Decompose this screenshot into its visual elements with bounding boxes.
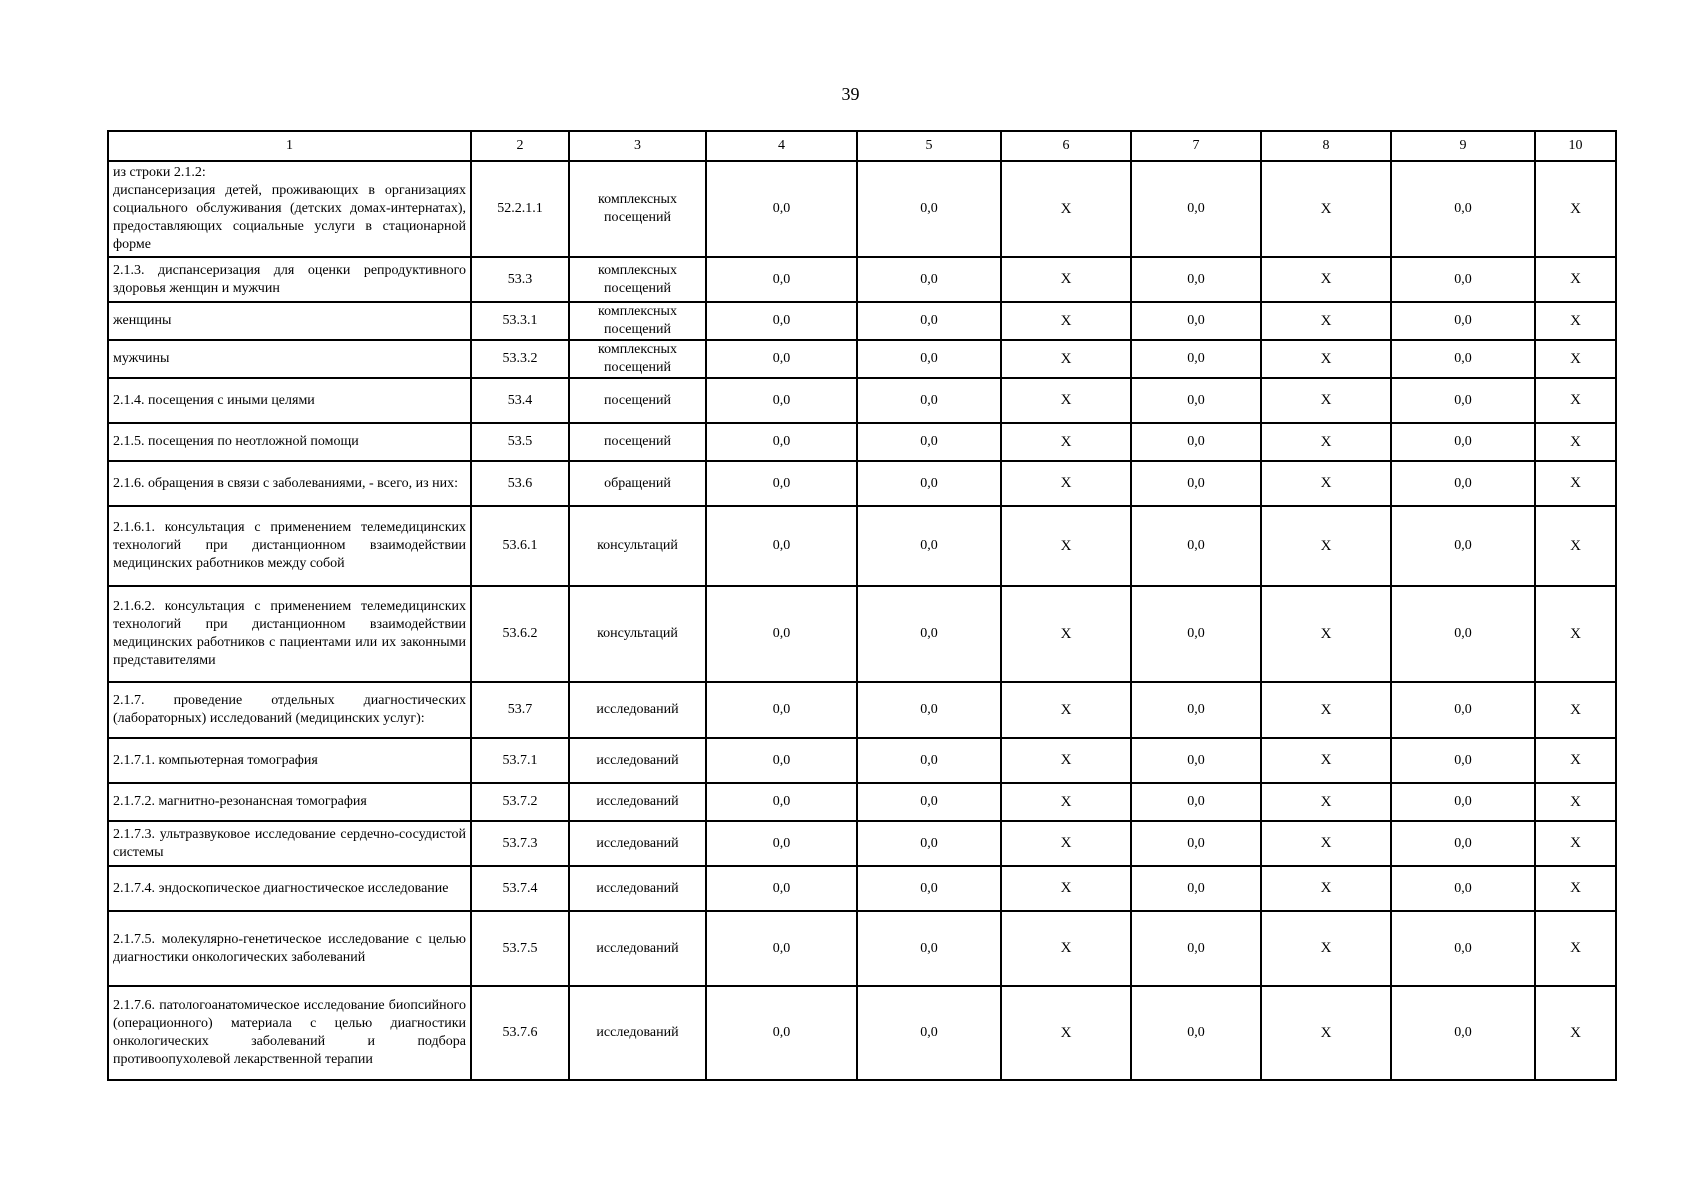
value-cell: 0,0 [706,461,857,506]
value-cell: X [1535,340,1616,378]
value-cell: 0,0 [1131,423,1261,461]
value-cell: X [1535,866,1616,911]
value-cell: X [1001,586,1131,682]
column-header: 10 [1535,131,1616,161]
value-cell: 0,0 [1131,506,1261,586]
value-cell: 0,0 [857,821,1001,866]
row-code-cell: 53.7.5 [471,911,569,986]
value-cell: 0,0 [857,506,1001,586]
value-cell: 0,0 [1131,161,1261,257]
value-cell: 0,0 [706,506,857,586]
column-header: 6 [1001,131,1131,161]
value-cell: 0,0 [1391,821,1535,866]
row-code-cell: 53.7.2 [471,783,569,821]
row-name-cell: 2.1.6.2. консультация с применением телемедицинских технологий при дистанционном взаимодействии медицинских работников с пациентами или их законными представителями [108,586,471,682]
value-cell: 0,0 [1391,161,1535,257]
value-cell: X [1261,461,1391,506]
value-cell: X [1261,257,1391,302]
value-cell: 0,0 [1131,302,1261,340]
value-cell: 0,0 [706,378,857,423]
data-table [107,130,1617,1081]
row-code-cell: 53.6.1 [471,506,569,586]
value-cell: X [1001,340,1131,378]
column-header: 5 [857,131,1001,161]
value-cell: X [1001,986,1131,1080]
row-unit-cell: исследований [569,866,706,911]
value-cell: 0,0 [1131,986,1261,1080]
value-cell: X [1001,461,1131,506]
table-row [108,378,1616,423]
row-unit-cell: комплексных посещений [569,257,706,302]
value-cell: 0,0 [1131,682,1261,738]
row-name-cell: 2.1.4. посещения с иными целями [108,378,471,423]
row-code-cell: 53.7.6 [471,986,569,1080]
value-cell: 0,0 [1131,866,1261,911]
value-cell: 0,0 [706,161,857,257]
table-row [108,866,1616,911]
row-code-cell: 52.2.1.1 [471,161,569,257]
value-cell: X [1261,866,1391,911]
value-cell: X [1001,378,1131,423]
value-cell: 0,0 [1391,506,1535,586]
value-cell: X [1261,911,1391,986]
value-cell: 0,0 [1131,911,1261,986]
row-name-cell: 2.1.3. диспансеризация для оценки репродуктивного здоровья женщин и мужчин [108,257,471,302]
value-cell: 0,0 [857,302,1001,340]
table-row [108,461,1616,506]
value-cell: X [1535,783,1616,821]
value-cell: 0,0 [857,461,1001,506]
row-unit-cell: исследований [569,821,706,866]
row-code-cell: 53.6 [471,461,569,506]
value-cell: 0,0 [1391,911,1535,986]
row-code-cell: 53.3.2 [471,340,569,378]
value-cell: X [1261,738,1391,783]
value-cell: 0,0 [1391,986,1535,1080]
row-name-cell: женщины [108,302,471,340]
column-header: 7 [1131,131,1261,161]
value-cell: X [1261,340,1391,378]
value-cell: X [1261,378,1391,423]
row-unit-cell: исследований [569,783,706,821]
table-row [108,821,1616,866]
row-unit-cell: комплексных посещений [569,340,706,378]
row-code-cell: 53.5 [471,423,569,461]
value-cell: 0,0 [1131,378,1261,423]
value-cell: X [1535,682,1616,738]
value-cell: 0,0 [706,866,857,911]
value-cell: 0,0 [857,257,1001,302]
row-unit-cell: консультаций [569,506,706,586]
value-cell: X [1001,682,1131,738]
value-cell: X [1535,506,1616,586]
value-cell: 0,0 [1391,586,1535,682]
column-header: 2 [471,131,569,161]
value-cell: X [1535,986,1616,1080]
value-cell: 0,0 [857,911,1001,986]
value-cell: X [1261,161,1391,257]
value-cell: 0,0 [706,302,857,340]
column-header: 1 [108,131,471,161]
row-code-cell: 53.6.2 [471,586,569,682]
value-cell: 0,0 [706,738,857,783]
row-name-cell: мужчины [108,340,471,378]
value-cell: X [1001,783,1131,821]
value-cell: 0,0 [706,257,857,302]
value-cell: X [1001,302,1131,340]
value-cell: X [1535,911,1616,986]
table-row [108,783,1616,821]
value-cell: X [1001,911,1131,986]
value-cell: 0,0 [1391,461,1535,506]
value-cell: X [1261,423,1391,461]
value-cell: 0,0 [1131,783,1261,821]
row-code-cell: 53.3.1 [471,302,569,340]
value-cell: 0,0 [706,586,857,682]
value-cell: X [1261,506,1391,586]
value-cell: 0,0 [1391,340,1535,378]
value-cell: 0,0 [857,378,1001,423]
row-unit-cell: обращений [569,461,706,506]
value-cell: X [1535,378,1616,423]
value-cell: 0,0 [706,821,857,866]
table-row [108,586,1616,682]
table-row [108,161,1616,257]
value-cell: 0,0 [1131,738,1261,783]
column-header: 9 [1391,131,1535,161]
row-unit-cell: исследований [569,682,706,738]
value-cell: X [1261,302,1391,340]
table-row [108,257,1616,302]
value-cell: 0,0 [1391,257,1535,302]
value-cell: 0,0 [1131,586,1261,682]
value-cell: X [1001,161,1131,257]
value-cell: 0,0 [1391,378,1535,423]
column-header: 8 [1261,131,1391,161]
value-cell: 0,0 [857,783,1001,821]
row-name-cell: 2.1.7.6. патологоанатомическое исследование биопсийного (операционного) материала с целью диагностики онкологических заболеваний и подбора противоопухолевой лекарственной терапии [108,986,471,1080]
row-name-cell: 2.1.7.5. молекулярно-генетическое исследование с целью диагностики онкологических заболеваний [108,911,471,986]
value-cell: X [1535,738,1616,783]
row-unit-cell: комплексных посещений [569,161,706,257]
value-cell: 0,0 [857,682,1001,738]
value-cell: 0,0 [1391,682,1535,738]
row-unit-cell: посещений [569,378,706,423]
value-cell: X [1001,257,1131,302]
row-code-cell: 53.3 [471,257,569,302]
value-cell: 0,0 [706,911,857,986]
value-cell: 0,0 [706,682,857,738]
row-code-cell: 53.7 [471,682,569,738]
table-row [108,682,1616,738]
row-name-cell: 2.1.7.4. эндоскопическое диагностическое исследование [108,866,471,911]
value-cell: X [1261,986,1391,1080]
value-cell: X [1261,682,1391,738]
table-row [108,986,1616,1080]
page-number: 39 [841,84,860,104]
value-cell: X [1001,866,1131,911]
table-row [108,423,1616,461]
row-code-cell: 53.7.1 [471,738,569,783]
column-header: 3 [569,131,706,161]
value-cell: 0,0 [1131,257,1261,302]
row-unit-cell: исследований [569,911,706,986]
value-cell: X [1535,821,1616,866]
value-cell: X [1261,783,1391,821]
value-cell: X [1535,461,1616,506]
row-name-cell: 2.1.7. проведение отдельных диагностических (лабораторных) исследований (медицинских услуг): [108,682,471,738]
column-header: 4 [706,131,857,161]
value-cell: X [1001,738,1131,783]
row-name-cell: 2.1.7.2. магнитно-резонансная томография [108,783,471,821]
value-cell: X [1001,423,1131,461]
table-row [108,911,1616,986]
value-cell: 0,0 [857,423,1001,461]
row-name-cell: 2.1.7.3. ультразвуковое исследование сердечно-сосудистой системы [108,821,471,866]
row-name-cell: 2.1.7.1. компьютерная томография [108,738,471,783]
value-cell: X [1535,423,1616,461]
value-cell: X [1535,161,1616,257]
row-unit-cell: комплексных посещений [569,302,706,340]
value-cell: 0,0 [1391,783,1535,821]
value-cell: X [1001,821,1131,866]
value-cell: X [1535,257,1616,302]
table-row [108,738,1616,783]
value-cell: X [1001,506,1131,586]
row-name-cell: из строки 2.1.2: диспансеризация детей, проживающих в организациях социального обслуживания (детских домах-интернатах), предоставляющих социальные услуги в стационарной форме [108,161,471,257]
value-cell: 0,0 [1131,340,1261,378]
table-row [108,340,1616,378]
row-unit-cell: консультаций [569,586,706,682]
value-cell: 0,0 [857,586,1001,682]
value-cell: 0,0 [857,161,1001,257]
value-cell: X [1535,586,1616,682]
row-code-cell: 53.7.4 [471,866,569,911]
value-cell: 0,0 [1391,866,1535,911]
row-name-cell: 2.1.6.1. консультация с применением телемедицинских технологий при дистанционном взаимодействии медицинских работников между собой [108,506,471,586]
row-name-cell: 2.1.6. обращения в связи с заболеваниями, - всего, из них: [108,461,471,506]
value-cell: X [1261,821,1391,866]
value-cell: X [1261,586,1391,682]
row-unit-cell: посещений [569,423,706,461]
value-cell: 0,0 [1391,302,1535,340]
row-code-cell: 53.7.3 [471,821,569,866]
value-cell: 0,0 [706,986,857,1080]
value-cell: 0,0 [706,423,857,461]
row-name-cell: 2.1.5. посещения по неотложной помощи [108,423,471,461]
value-cell: 0,0 [1131,821,1261,866]
value-cell: 0,0 [857,340,1001,378]
value-cell: 0,0 [1391,738,1535,783]
header-row [108,131,1616,161]
value-cell: 0,0 [706,340,857,378]
value-cell: 0,0 [706,783,857,821]
table-row [108,506,1616,586]
value-cell: 0,0 [857,986,1001,1080]
row-code-cell: 53.4 [471,378,569,423]
value-cell: 0,0 [1391,423,1535,461]
row-unit-cell: исследований [569,738,706,783]
value-cell: X [1535,302,1616,340]
value-cell: 0,0 [857,866,1001,911]
row-unit-cell: исследований [569,986,706,1080]
value-cell: 0,0 [857,738,1001,783]
table-row [108,302,1616,340]
value-cell: 0,0 [1131,461,1261,506]
